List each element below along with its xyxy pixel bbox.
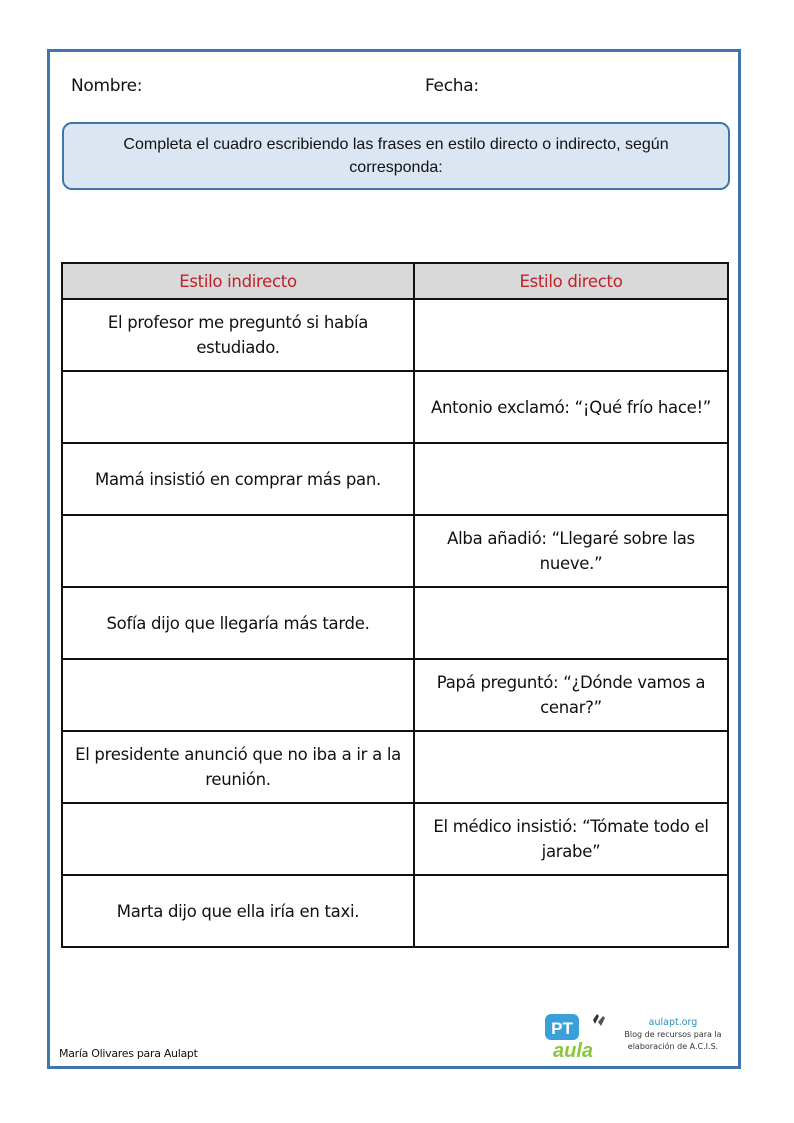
table-row	[62, 515, 728, 587]
instructions-box	[62, 122, 730, 190]
table-row	[62, 587, 728, 659]
table-row	[62, 443, 728, 515]
table-header-row	[62, 263, 728, 299]
cell-indirect[interactable]	[62, 659, 414, 731]
cell-indirect[interactable]	[62, 371, 414, 443]
date-label: Fecha:	[425, 76, 479, 96]
cell-direct[interactable]: El médico insistió: “Tómate todo el jarabe”	[414, 803, 728, 875]
logo-caption-block	[618, 1017, 728, 1053]
cell-indirect[interactable]: El profesor me preguntó si había estudiado.	[62, 299, 414, 371]
cell-indirect[interactable]: Sofía dijo que llegaría más tarde.	[62, 587, 414, 659]
table-row	[62, 299, 728, 371]
name-label: Nombre:	[71, 76, 143, 96]
style-table	[61, 262, 729, 948]
cell-indirect[interactable]: Marta dijo que ella iría en taxi.	[62, 875, 414, 947]
cell-direct[interactable]	[414, 875, 728, 947]
table-row	[62, 875, 728, 947]
logo-caption: Blog de recursos para la elaboración de A.C.I.S.	[624, 1030, 722, 1051]
cell-indirect[interactable]	[62, 515, 414, 587]
aulapt-logo-icon	[543, 1010, 613, 1062]
cell-indirect[interactable]: El presidente anunció que no iba a ir a la reunión.	[62, 731, 414, 803]
cell-indirect[interactable]: Mamá insistió en comprar más pan.	[62, 443, 414, 515]
cell-indirect[interactable]	[62, 803, 414, 875]
cell-direct[interactable]	[414, 299, 728, 371]
table-row	[62, 803, 728, 875]
cell-direct[interactable]: Papá preguntó: “¿Dónde vamos a cenar?”	[414, 659, 728, 731]
table-row	[62, 371, 728, 443]
header-indirect: Estilo indirecto	[62, 263, 414, 299]
cell-direct[interactable]: Antonio exclamó: “¡Qué frío hace!”	[414, 371, 728, 443]
table-row	[62, 731, 728, 803]
cell-direct[interactable]	[414, 587, 728, 659]
cell-direct[interactable]: Alba añadió: “Llegaré sobre las nueve.”	[414, 515, 728, 587]
header-direct: Estilo directo	[414, 263, 728, 299]
logo-url: aulapt.org	[648, 1017, 698, 1028]
cell-direct[interactable]	[414, 443, 728, 515]
svg-text:aula: aula	[552, 1040, 594, 1062]
author-credit: María Olivares para Aulapt	[59, 1047, 198, 1060]
cell-direct[interactable]	[414, 731, 728, 803]
svg-text:PT: PT	[551, 1019, 573, 1038]
instructions-text: Completa el cuadro escribiendo las frases en estilo directo o indirecto, según corresponda:	[123, 136, 669, 176]
table-row	[62, 659, 728, 731]
